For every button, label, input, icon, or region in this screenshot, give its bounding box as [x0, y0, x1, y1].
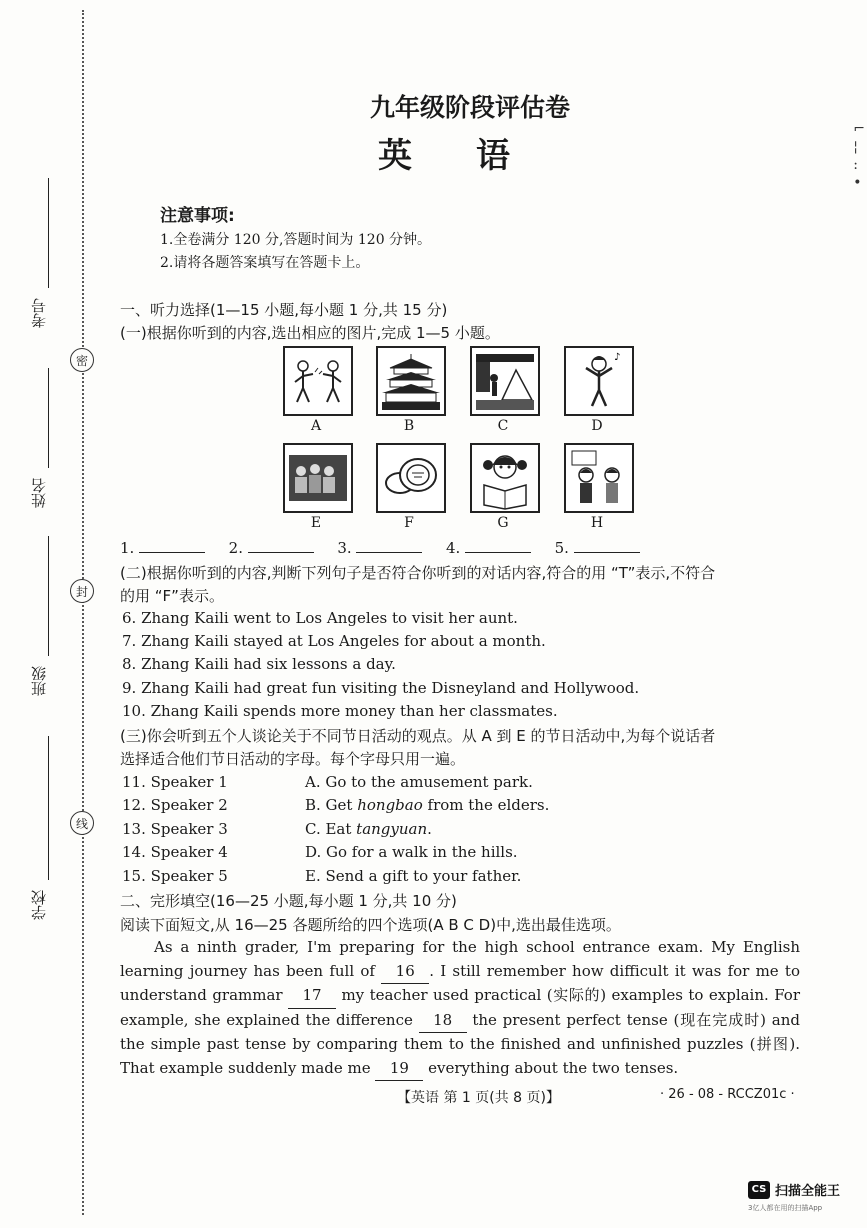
statement: 6. Zhang Kaili went to Los Angeles to visit her aunt. — [122, 609, 518, 627]
statement: 10. Zhang Kaili spends more money than her classmates. — [122, 702, 558, 720]
name-line — [48, 368, 49, 468]
people-dancing-icon — [283, 346, 353, 416]
svg-text:♪: ♪ — [614, 352, 621, 363]
school-line — [48, 736, 49, 880]
part1-sub1: (一)根据你听到的内容,选出相应的图片,完成 1—5 小题。 — [120, 324, 500, 342]
picture-label: C — [497, 418, 509, 434]
class-label: 班级 — [30, 666, 48, 696]
activity-option: A. Go to the amusement park. — [305, 773, 533, 791]
cloze-blank-16[interactable]: 16 — [381, 960, 429, 985]
speaker-item: 15. Speaker 5 — [122, 867, 228, 885]
picture-label: A — [310, 418, 322, 434]
answer-blank[interactable] — [465, 552, 531, 553]
picture-label: D — [591, 418, 603, 434]
picture-label: G — [497, 515, 509, 531]
part1-sub3-line1: (三)你会听到五个人谈论关于不同节日活动的观点。从 A 到 E 的节日活动中,为每个说话者 — [120, 727, 716, 745]
paper-code: · 26 - 08 - RCCZ01c · — [660, 1087, 795, 1102]
friends-icon — [564, 443, 634, 513]
cloze-passage: As a ninth grader, I'm preparing for the high school entrance exam. My English learning journey has been full of 16 . I still remember how difficult it was for me to understand grammar 17 my teacher used practical (实际的) examples to explain. For example, she explained the difference 18 the present perfect tense (现在完成时) and the simple past tense by comparing them to the finished and unfinished puzzles (拼图). That example suddenly made me 19 everything about the two tenses. — [120, 936, 800, 1081]
answer-blank-label: 1. — [120, 539, 135, 557]
picture-label: F — [404, 515, 414, 531]
temple-icon — [376, 346, 446, 416]
street-scene-icon — [470, 346, 540, 416]
picture-label: B — [403, 418, 415, 434]
answer-blank-label: 4. — [445, 539, 461, 557]
part1-heading: 一、听力选择(1—15 小题,每小题 1 分,共 15 分) — [120, 301, 448, 319]
answer-blank[interactable] — [139, 552, 205, 553]
statement: 7. Zhang Kaili stayed at Los Angeles for about a month. — [122, 632, 546, 650]
binding-dotted-line — [82, 10, 84, 1215]
speaker-item: 13. Speaker 3 — [122, 820, 228, 838]
cut-mark-feng: 封 — [70, 579, 94, 603]
notes-heading: 注意事项: — [160, 206, 235, 226]
scanner-badge — [748, 1180, 840, 1199]
right-edge-marks: ⌐ ¦ : • — [853, 121, 865, 191]
mooncake-icon — [376, 443, 446, 513]
girl-reading-icon — [470, 443, 540, 513]
cloze-blank-18[interactable]: 18 — [419, 1009, 467, 1034]
cloze-blank-17[interactable]: 17 — [288, 984, 336, 1009]
speaker-item: 12. Speaker 2 — [122, 796, 228, 814]
note-item: 1.全卷满分 120 分,答题时间为 120 分钟。 — [160, 232, 432, 248]
activity-option: D. Go for a walk in the hills. — [305, 843, 518, 861]
exam-subject: 英语 — [378, 136, 574, 176]
answer-blank[interactable] — [574, 552, 640, 553]
scanner-name: 扫描全能王 — [775, 1184, 841, 1199]
answer-blank-label: 5. — [554, 539, 569, 557]
exam-number-label: 考号 — [30, 298, 48, 328]
picture-label: H — [590, 515, 604, 531]
picture-label: E — [310, 515, 322, 531]
activity-option: E. Send a gift to your father. — [305, 867, 522, 885]
school-label: 学校 — [30, 890, 48, 920]
answer-blank[interactable] — [248, 552, 314, 553]
statement: 9. Zhang Kaili had great fun visiting the Disneyland and Hollywood. — [122, 679, 640, 697]
child-singing-icon — [564, 346, 634, 416]
scanner-tagline: 3亿人都在用的扫描App — [748, 1204, 823, 1212]
crowd-icon — [283, 443, 353, 513]
cloze-blank-19[interactable]: 19 — [375, 1057, 423, 1082]
part2-instruction: 阅读下面短文,从 16—25 各题所给的四个选项(A B C D)中,选出最佳选项。 — [120, 916, 621, 934]
speaker-item: 11. Speaker 1 — [122, 773, 228, 791]
answer-blank[interactable] — [356, 552, 422, 553]
speaker-item: 14. Speaker 4 — [122, 843, 228, 861]
part1-sub2-line2: 的用 “F”表示。 — [120, 587, 224, 605]
answer-blank-row — [120, 539, 640, 557]
name-label: 姓名 — [30, 478, 48, 508]
part1-sub3-line2: 选择适合他们节日活动的字母。每个字母只用一遍。 — [120, 750, 466, 768]
class-line — [48, 536, 49, 656]
part1-sub2-line1: (二)根据你听到的内容,判断下列句子是否符合你听到的对话内容,符合的用 “T”表示,不符合 — [120, 564, 716, 582]
cut-mark-mi: 密 — [70, 348, 94, 372]
statement: 8. Zhang Kaili had six lessons a day. — [122, 655, 396, 673]
scanner-logo: CS — [748, 1181, 770, 1199]
exam-title: 九年级阶段评估卷 — [369, 93, 570, 122]
exam-number-line — [48, 178, 49, 288]
page-footer: 【英语 第 1 页(共 8 页)】 — [397, 1090, 560, 1106]
answer-blank-label: 2. — [228, 539, 243, 557]
activity-option: B. Get hongbao from the elders. — [305, 796, 550, 814]
answer-blank-label: 3. — [337, 539, 352, 557]
part2-heading: 二、完形填空(16—25 小题,每小题 1 分,共 10 分) — [120, 892, 457, 910]
cut-mark-xian: 线 — [70, 811, 94, 835]
note-item: 2.请将各题答案填写在答题卡上。 — [160, 255, 370, 271]
activity-option: C. Eat tangyuan. — [305, 820, 432, 838]
